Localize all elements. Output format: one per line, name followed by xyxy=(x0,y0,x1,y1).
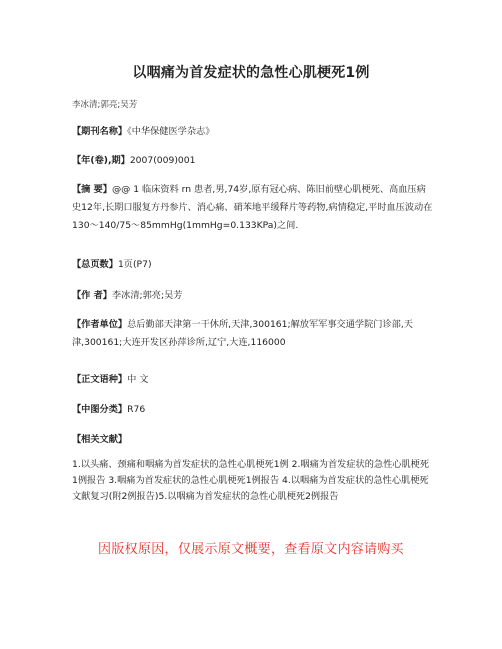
copyright-notice: 因版权原因，仅展示原文概要，查看原文内容请购买 xyxy=(98,542,404,557)
field-journal-label: 【期刊名称】 xyxy=(72,126,128,137)
field-related-label: 【相关文献】 xyxy=(72,434,128,445)
field-author-label: 【作 者】 xyxy=(72,290,112,301)
field-language-value: 中 文 xyxy=(127,374,149,385)
field-classification-label: 【中图分类】 xyxy=(72,404,128,415)
field-classification-value: R76 xyxy=(127,404,146,415)
field-journal-value: 《中华保健医学杂志》 xyxy=(127,126,215,137)
field-abstract xyxy=(72,181,434,235)
field-language-label: 【正文语种】 xyxy=(72,374,128,385)
field-affiliation xyxy=(72,316,434,352)
field-author-value: 李冰清;郭亮;吴芳 xyxy=(111,290,183,301)
field-abstract-label: 【摘 要】 xyxy=(72,184,112,195)
field-abstract-value: @@ 1 临床资料 rn 患者,男,74岁,原有冠心病、陈旧前壁心肌梗死、高血压病史12年,长期口服复方丹参片、消心痛、硝苯地平缓释片等药物,病情稳定,平时血压波动在130～140/75～85mmHg(1mmHg=0.133KPa)之间. xyxy=(72,184,433,231)
field-pages-label: 【总页数】 xyxy=(72,259,118,270)
related-references: 1.以头痛、颈痛和咽痛为首发症状的急性心肌梗死1例 2.咽痛为首发症状的急性心肌梗死1例报告 3.咽痛为首发症状的急性心肌梗死1例报告 4.以咽痛为首发症状的急性心肌梗死文献复习(附2例报告)5.以咽痛为首发症状的急性心肌梗死2例报告 xyxy=(72,459,430,502)
field-journal xyxy=(72,123,434,141)
field-classification xyxy=(72,401,434,419)
field-year-label: 【年(卷),期】 xyxy=(72,155,130,166)
field-affiliation-value: 总后勤部天津第一干休所,天津,300161;解放军军事交通学院门诊部,天津,300161;大连开发区孙萍诊所,辽宁,大连,116000 xyxy=(72,319,413,348)
field-related xyxy=(72,431,434,449)
article-authors: 李冰清;郭亮;吴芳 xyxy=(72,100,138,110)
field-affiliation-label: 【作者单位】 xyxy=(72,319,128,330)
field-year-value: 2007(009)001 xyxy=(129,155,196,166)
article-title: 以咽痛为首发症状的急性心肌梗死1例 xyxy=(132,65,370,81)
field-year xyxy=(72,152,434,170)
field-pages-value: 1页(P7) xyxy=(117,259,152,270)
field-pages xyxy=(72,256,434,274)
field-language xyxy=(72,371,434,389)
field-author xyxy=(72,287,434,305)
